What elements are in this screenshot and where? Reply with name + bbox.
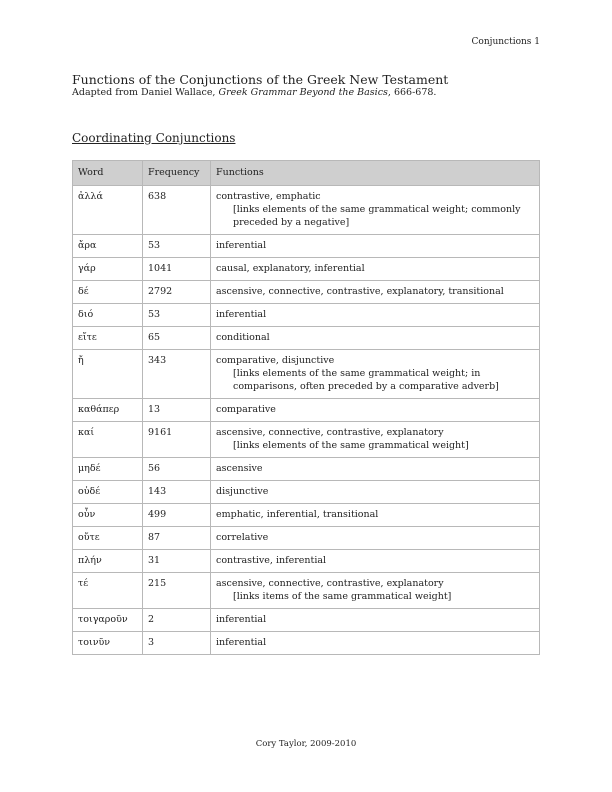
cell-frequency: 13 (143, 399, 211, 422)
cell-functions (211, 186, 540, 235)
cell-frequency: 31 (143, 550, 211, 573)
subtitle-book-title: Greek Grammar Beyond the Basics (218, 87, 388, 98)
cell-frequency: 2 (143, 609, 211, 632)
functions-text: inferential (216, 637, 267, 648)
cell-frequency: 343 (143, 350, 211, 399)
table-row (73, 527, 540, 550)
cell-word: εἴτε (73, 327, 143, 350)
functions-text: comparative (216, 404, 276, 415)
cell-word: ἤ (73, 350, 143, 399)
functions-text: conditional (216, 332, 270, 343)
cell-functions (211, 422, 540, 458)
cell-functions (211, 527, 540, 550)
cell-frequency: 56 (143, 458, 211, 481)
cell-functions (211, 458, 540, 481)
table-row (73, 550, 540, 573)
page-footer: Cory Taylor, 2009-2010 (255, 739, 357, 749)
functions-text: ascensive (216, 463, 263, 474)
functions-text: ascensive, connective, contrastive, explanatory, transitional (216, 286, 504, 297)
cell-frequency: 215 (143, 573, 211, 609)
cell-functions (211, 550, 540, 573)
cell-functions (211, 573, 540, 609)
cell-word: καθάπερ (73, 399, 143, 422)
conjunctions-table (72, 160, 540, 655)
table-header-row (73, 161, 540, 186)
subtitle-suffix: , 666-678. (387, 87, 437, 98)
cell-functions (211, 481, 540, 504)
cell-functions (211, 327, 540, 350)
cell-word: τέ (73, 573, 143, 609)
table-body (73, 186, 540, 655)
functions-text: disjunctive (216, 486, 269, 497)
table-row (73, 327, 540, 350)
table-row (73, 186, 540, 235)
table-row (73, 481, 540, 504)
table-row (73, 258, 540, 281)
functions-text: inferential (216, 240, 267, 251)
cell-functions (211, 609, 540, 632)
functions-text: contrastive, inferential (216, 555, 327, 566)
column-header-functions: Functions (211, 161, 540, 186)
cell-word: γάρ (73, 258, 143, 281)
cell-functions (211, 632, 540, 655)
table-row (73, 632, 540, 655)
table-row (73, 458, 540, 481)
cell-frequency: 9161 (143, 422, 211, 458)
table-row (73, 304, 540, 327)
table-row (73, 504, 540, 527)
functions-note: [links elements of the same grammatical weight; commonly preceded by a negative] (233, 204, 521, 228)
cell-frequency: 3 (143, 632, 211, 655)
functions-text: ascensive, connective, contrastive, explanatory (216, 427, 444, 438)
cell-word: διό (73, 304, 143, 327)
cell-functions (211, 235, 540, 258)
functions-text: causal, explanatory, inferential (216, 263, 365, 274)
cell-word: μηδέ (73, 458, 143, 481)
page-header-label: Conjunctions 1 (471, 37, 540, 47)
cell-functions (211, 304, 540, 327)
subtitle-prefix: Adapted from Daniel Wallace, (72, 87, 219, 98)
cell-functions (211, 258, 540, 281)
cell-word: τοινῦν (73, 632, 143, 655)
section-title: Coordinating Conjunctions (72, 131, 236, 145)
cell-word: οὐδέ (73, 481, 143, 504)
functions-text: inferential (216, 614, 267, 625)
cell-frequency: 53 (143, 235, 211, 258)
cell-functions (211, 399, 540, 422)
cell-word: πλήν (73, 550, 143, 573)
cell-frequency: 143 (143, 481, 211, 504)
cell-word: οὖν (73, 504, 143, 527)
table-row (73, 281, 540, 304)
cell-functions (211, 504, 540, 527)
cell-frequency: 1041 (143, 258, 211, 281)
document-subtitle (72, 87, 436, 98)
table-row (73, 350, 540, 399)
table-row (73, 609, 540, 632)
cell-functions (211, 281, 540, 304)
cell-word: τοιγαροῦν (73, 609, 143, 632)
cell-functions (211, 350, 540, 399)
table-row (73, 573, 540, 609)
functions-note: [links elements of the same grammatical weight; in comparisons, often preceded by a comparative adverb] (233, 368, 499, 392)
functions-note: [links elements of the same grammatical weight] (233, 440, 469, 451)
cell-frequency: 499 (143, 504, 211, 527)
functions-text: emphatic, inferential, transitional (216, 509, 379, 520)
cell-word: οὔτε (73, 527, 143, 550)
column-header-frequency: Frequency (143, 161, 211, 186)
cell-frequency: 2792 (143, 281, 211, 304)
table-row (73, 235, 540, 258)
cell-word: δέ (73, 281, 143, 304)
cell-frequency: 65 (143, 327, 211, 350)
functions-text: inferential (216, 309, 267, 320)
table-row (73, 399, 540, 422)
functions-text: contrastive, emphatic (216, 191, 321, 202)
functions-text: ascensive, connective, contrastive, explanatory (216, 578, 444, 589)
cell-frequency: 53 (143, 304, 211, 327)
document-title: Functions of the Conjunctions of the Greek New Testament (72, 72, 449, 87)
functions-text: comparative, disjunctive (216, 355, 335, 366)
functions-note: [links items of the same grammatical weight] (233, 591, 452, 602)
cell-word: ἄρα (73, 235, 143, 258)
cell-frequency: 638 (143, 186, 211, 235)
functions-text: correlative (216, 532, 269, 543)
cell-word: καί (73, 422, 143, 458)
cell-word: ἀλλά (73, 186, 143, 235)
cell-frequency: 87 (143, 527, 211, 550)
table-row (73, 422, 540, 458)
column-header-word: Word (73, 161, 143, 186)
